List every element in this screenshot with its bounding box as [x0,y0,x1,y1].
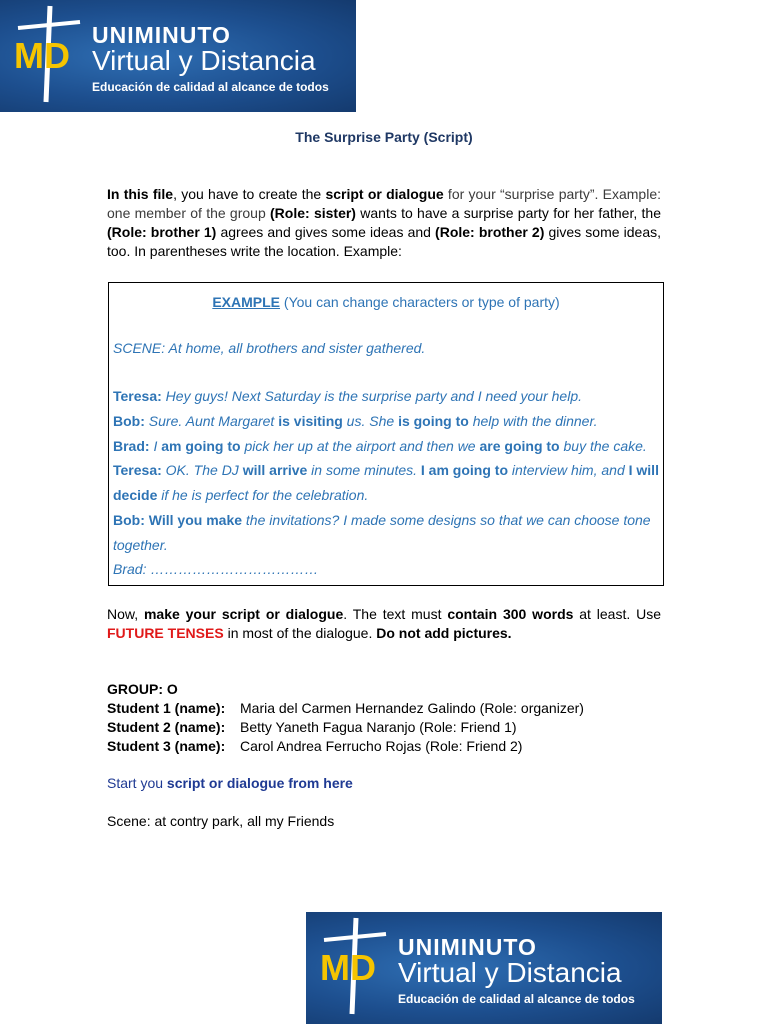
example-line-5: Bob: Will you make the invitations? I made some designs so that we can choose tone [113,512,651,528]
start-prompt: Start you script or dialogue from here [107,775,353,791]
banner-subtitle: Virtual y Distancia [398,957,622,988]
intro-paragraph: In this file, you have to create the script or dialogue for your “surprise party”. Example: one member of the group (Role: sister) wants to have a surprise party for her father, the (Role: brother 1) agrees and gives some ideas and (Role: brother 2) gives some ideas, too. In parentheses write the location. Example: [107,186,662,259]
footer-banner [306,912,662,1024]
banner-tagline: Educación de calidad al alcance de todos [92,80,329,94]
example-line-3: Brad: I am going to pick her up at the airport and then we are going to buy the cake. [113,438,647,454]
example-box [108,282,664,586]
banner-brand: UNIMINUTO [92,22,231,48]
scene-line: Scene: at contry park, all my Friends [107,813,335,829]
example-line-4: Teresa: OK. The DJ will arrive in some minutes. I am going to interview him, and I will [113,462,659,478]
example-scene: SCENE: At home, all brothers and sister gathered. [113,340,426,356]
uniminuto-logo-icon [314,912,394,1024]
example-line-6: Brad: ……………………………… [113,561,319,577]
student-row: Student 2 (name): Betty Yaneth Fagua Naranjo (Role: Friend 1) [107,719,517,735]
banner-brand: UNIMINUTO [398,934,537,960]
svg-text:MD: MD [14,35,70,76]
uniminuto-logo-icon [8,0,88,112]
example-heading: EXAMPLE (You can change characters or type of party) [212,294,560,310]
example-line-1: Teresa: Hey guys! Next Saturday is the surprise party and I need your help. [113,388,582,404]
student-row: Student 3 (name): Carol Andrea Ferrucho Rojas (Role: Friend 2) [107,738,523,754]
document-title: The Surprise Party (Script) [295,129,473,145]
group-label: GROUP: O [107,681,178,697]
svg-text:MD: MD [320,947,376,988]
student-row: Student 1 (name): Maria del Carmen Hernandez Galindo (Role: organizer) [107,700,584,716]
example-line-4-cont: decide if he is perfect for the celebration. [113,487,369,503]
banner-tagline: Educación de calidad al alcance de todos [398,992,635,1006]
banner-subtitle: Virtual y Distancia [92,45,316,76]
example-line-5-cont: together. [113,537,168,553]
instructions-paragraph: Now, make your script or dialogue. The text must contain 300 words at least. Use FUTURE TENSES in most of the dialogue. Do not add pictures. [107,606,662,641]
header-banner [0,0,356,112]
example-line-2: Bob: Sure. Aunt Margaret is visiting us. She is going to help with the dinner. [113,413,598,429]
